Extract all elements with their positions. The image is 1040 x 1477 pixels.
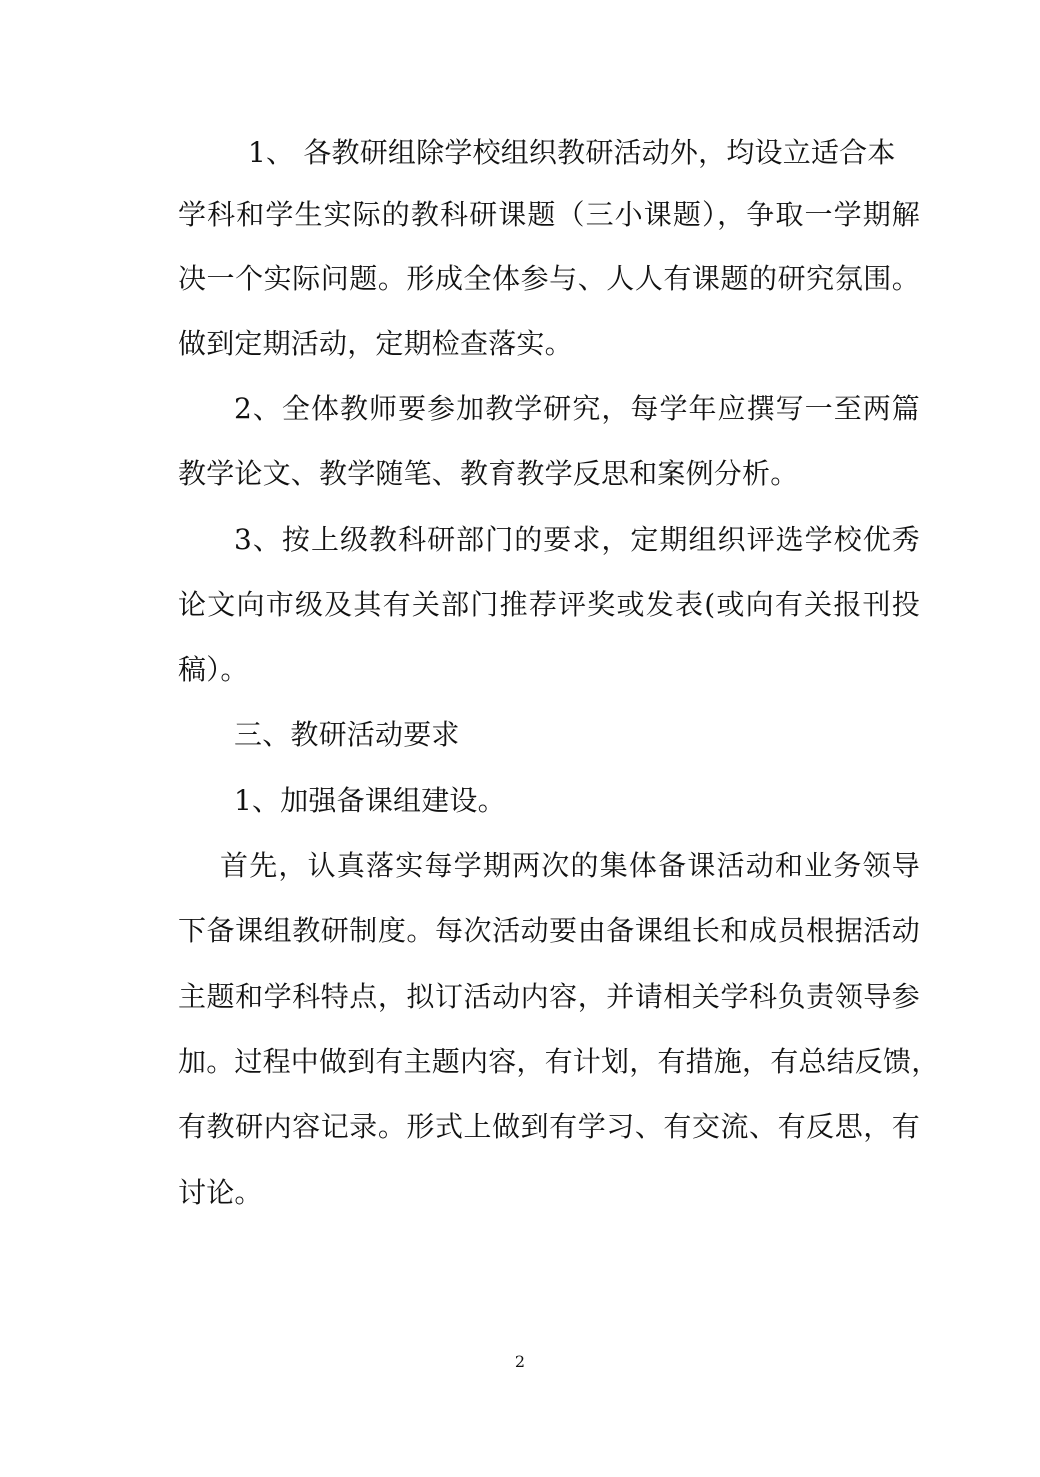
paragraph-line: 首先，认真落实每学期两次的集体备课活动和业务领导 bbox=[220, 849, 920, 882]
paragraph-line: 有教研内容记录。形式上做到有学习、有交流、有反思，有 bbox=[178, 1110, 920, 1143]
paragraph-line: 加。过程中做到有主题内容，有计划，有措施，有总结反馈， bbox=[178, 1045, 940, 1078]
paragraph-line: 论文向市级及其有关部门推荐评奖或发表(或向有关报刊投 bbox=[178, 588, 920, 621]
paragraph-line: 做到定期活动，定期检查落实。 bbox=[178, 327, 573, 360]
paragraph-line: 3、按上级教科研部门的要求，定期组织评选学校优秀 bbox=[234, 523, 920, 556]
paragraph-line: 下备课组教研制度。每次活动要由备课组长和成员根据活动 bbox=[178, 914, 920, 947]
paragraph-line: 讨论。 bbox=[178, 1176, 263, 1209]
paragraph-line: 主题和学科特点，拟订活动内容，并请相关学科负责领导参 bbox=[178, 980, 920, 1013]
paragraph-line: 稿）。 bbox=[178, 653, 249, 686]
paragraph-line: 教学论文、教学随笔、教育教学反思和案例分析。 bbox=[178, 457, 799, 490]
section-heading: 三、教研活动要求 bbox=[234, 718, 460, 751]
subsection-heading: 1、加强备课组建设。 bbox=[234, 784, 506, 817]
paragraph-line: 学科和学生实际的教科研课题（三小课题），争取一学期解 bbox=[178, 198, 920, 231]
paragraph-line: 决一个实际问题。形成全体参与、人人有课题的研究氛围。 bbox=[178, 262, 920, 295]
page-number: 2 bbox=[514, 1352, 526, 1371]
paragraph-line: 2、全体教师要参加教学研究，每学年应撰写一至两篇 bbox=[234, 392, 920, 425]
paragraph-line: 1、 各教研组除学校组织教研活动外，均设立适合本 bbox=[248, 136, 896, 169]
